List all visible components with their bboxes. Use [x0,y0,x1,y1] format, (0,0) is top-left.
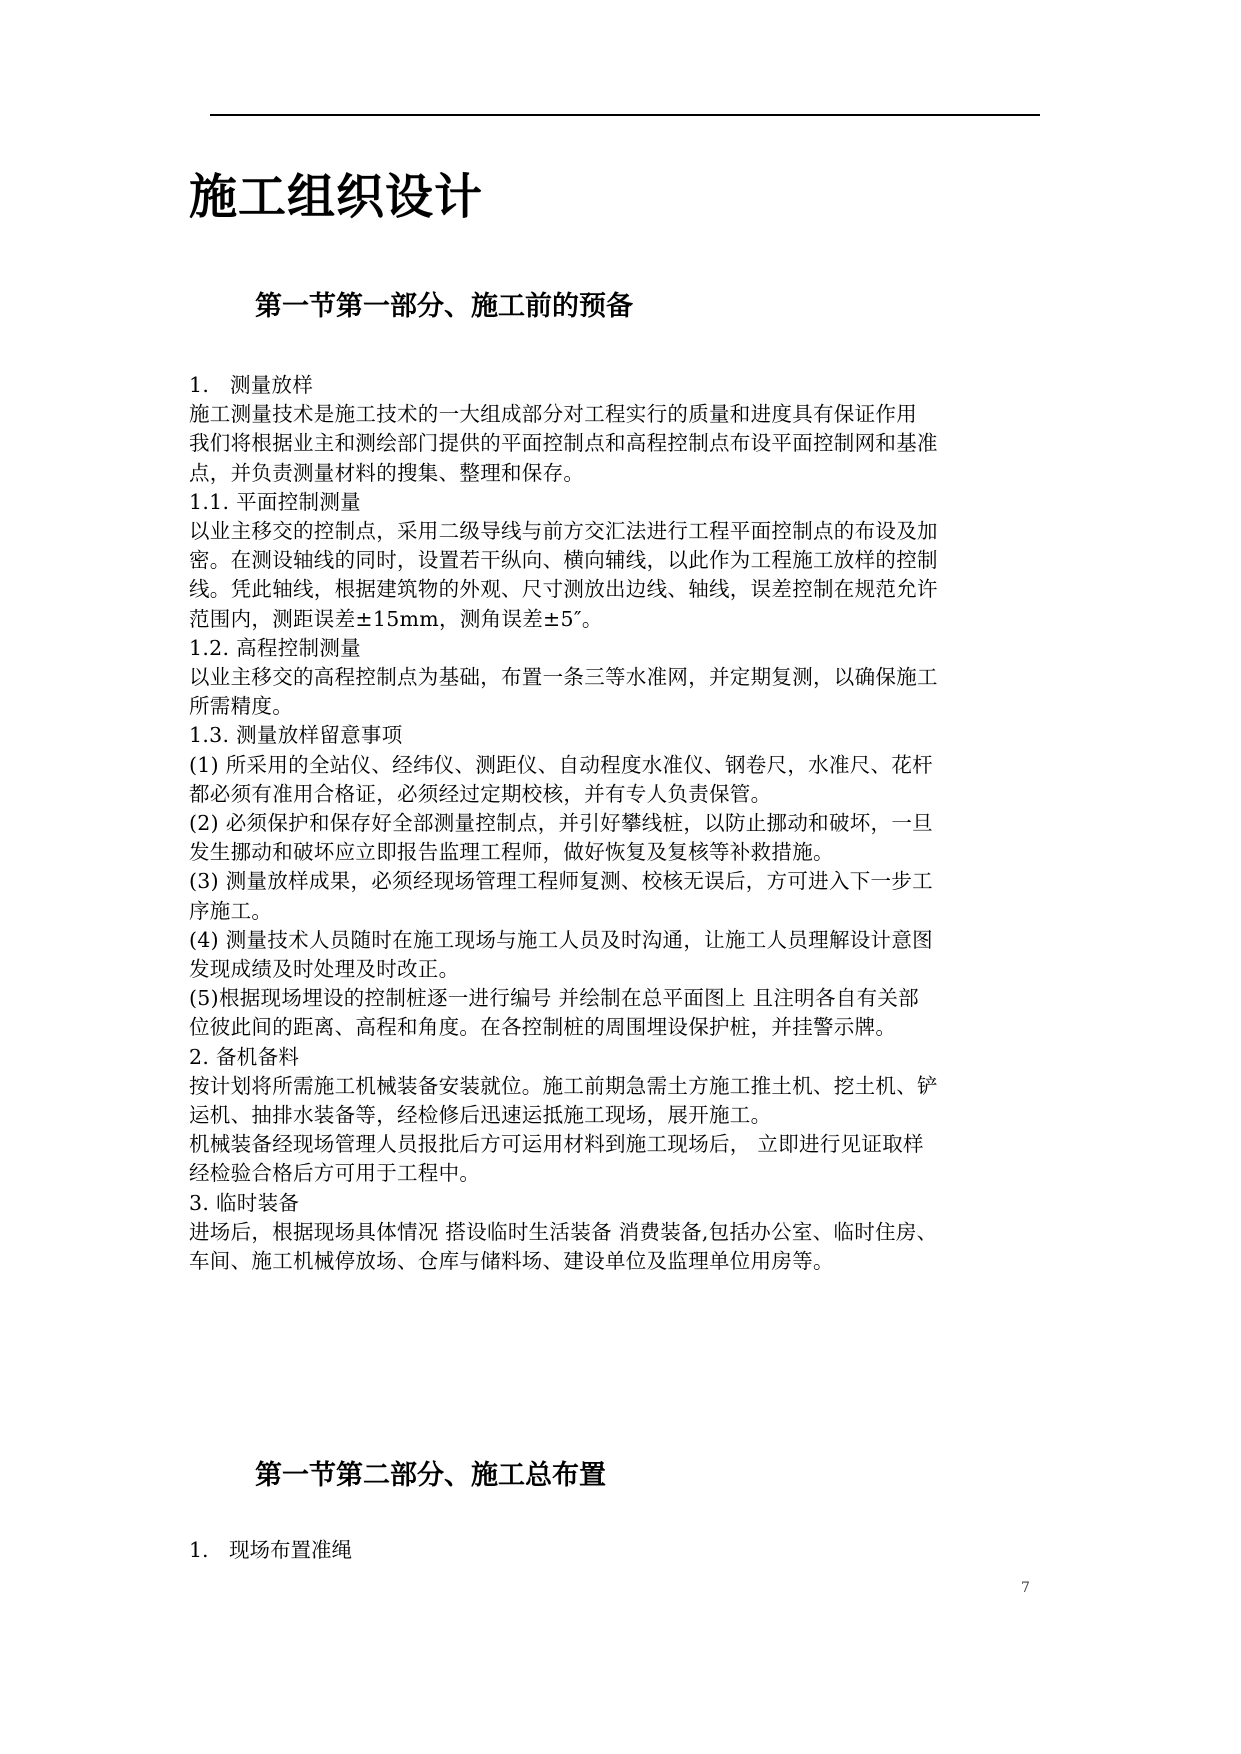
page-number: 7 [1021,1580,1030,1596]
body-line: 线。凭此轴线，根据建筑物的外观、尺寸测放出边线、轴线，误差控制在规范允许 [189,577,938,602]
section-2-first-item: 1. 现场布置准绳 [189,1538,353,1562]
body-line: 都必须有准用合格证，必须经过定期校核，并有专人负责保管。 [189,781,772,806]
section-heading-1: 第一节第一部分、施工前的预备 [255,291,633,322]
body-line: 1. 测量放样 [189,373,314,397]
header-rule [210,114,1040,116]
body-line: 1.3. 测量放样留意事项 [189,723,403,748]
body-line: 我们将根据业主和测绘部门提供的平面控制点和高程控制点布设平面控制网和基准 [189,431,938,456]
body-line: 进场后，根据现场具体情况 搭设临时生活装备 消费装备,包括办公室、临时住房、 [189,1219,938,1244]
body-line: 施工测量技术是施工技术的一大组成部分对工程实行的质量和进度具有保证作用 [189,402,917,427]
body-line: 机械装备经现场管理人员报批后方可运用材料到施工现场后， 立即进行见证取样 [189,1132,924,1157]
body-line: 1.1. 平面控制测量 [189,489,361,514]
document-title: 施工组织设计 [189,169,484,225]
body-line: 以业主移交的控制点，采用二级导线与前方交汇法进行工程平面控制点的布设及加 [189,519,938,544]
body-line: 3. 临时装备 [189,1190,300,1215]
body-line: 所需精度。 [189,694,293,719]
section-heading-2: 第一节第二部分、施工总布置 [255,1460,606,1491]
body-line: (2) 必须保护和保存好全部测量控制点，并引好攀线桩，以防止挪动和破坏，一旦 [189,811,933,836]
body-line: 按计划将所需施工机械装备安装就位。施工前期急需土方施工推土机、挖土机、铲 [189,1073,938,1098]
body-line: 经检验合格后方可用于工程中。 [189,1161,481,1186]
body-line: 发生挪动和破坏应立即报告监理工程师，做好恢复及复核等补救措施。 [189,840,834,865]
body-line: 以业主移交的高程控制点为基础，布置一条三等水准网，并定期复测，以确保施工 [189,665,938,690]
body-line: (1) 所采用的全站仪、经纬仪、测距仪、自动程度水准仪、钢卷尺，水准尺、花杆 [189,752,933,777]
section-1-body [189,371,1079,1276]
body-line: 2. 备机备料 [189,1044,300,1069]
body-line: 序施工。 [189,898,273,923]
body-line: (3) 测量放样成果，必须经现场管理工程师复测、校核无误后，方可进入下一步工 [189,869,933,894]
body-line: 车间、施工机械停放场、仓库与储料场、建设单位及监理单位用房等。 [189,1249,834,1274]
body-line: 运机、抽排水装备等，经检修后迅速运抵施工现场，展开施工。 [189,1103,772,1128]
body-line: 发现成绩及时处理及时改正。 [189,957,460,982]
body-line: 密。在测设轴线的同时，设置若干纵向、横向辅线，以此作为工程施工放样的控制 [189,548,938,573]
body-line: 点，并负责测量材料的搜集、整理和保存。 [189,460,585,485]
body-line: (4) 测量技术人员随时在施工现场与施工人员及时沟通，让施工人员理解设计意图 [189,927,933,952]
body-line: 范围内，测距误差±15mm，测角误差±5″。 [189,606,603,631]
body-line: 位彼此间的距离、高程和角度。在各控制桩的周围埋设保护桩，并挂警示牌。 [189,1015,897,1040]
body-line: (5)根据现场埋设的控制桩逐一进行编号 并绘制在总平面图上 且注明各自有关部 [189,986,919,1011]
body-line: 1.2. 高程控制测量 [189,635,361,660]
